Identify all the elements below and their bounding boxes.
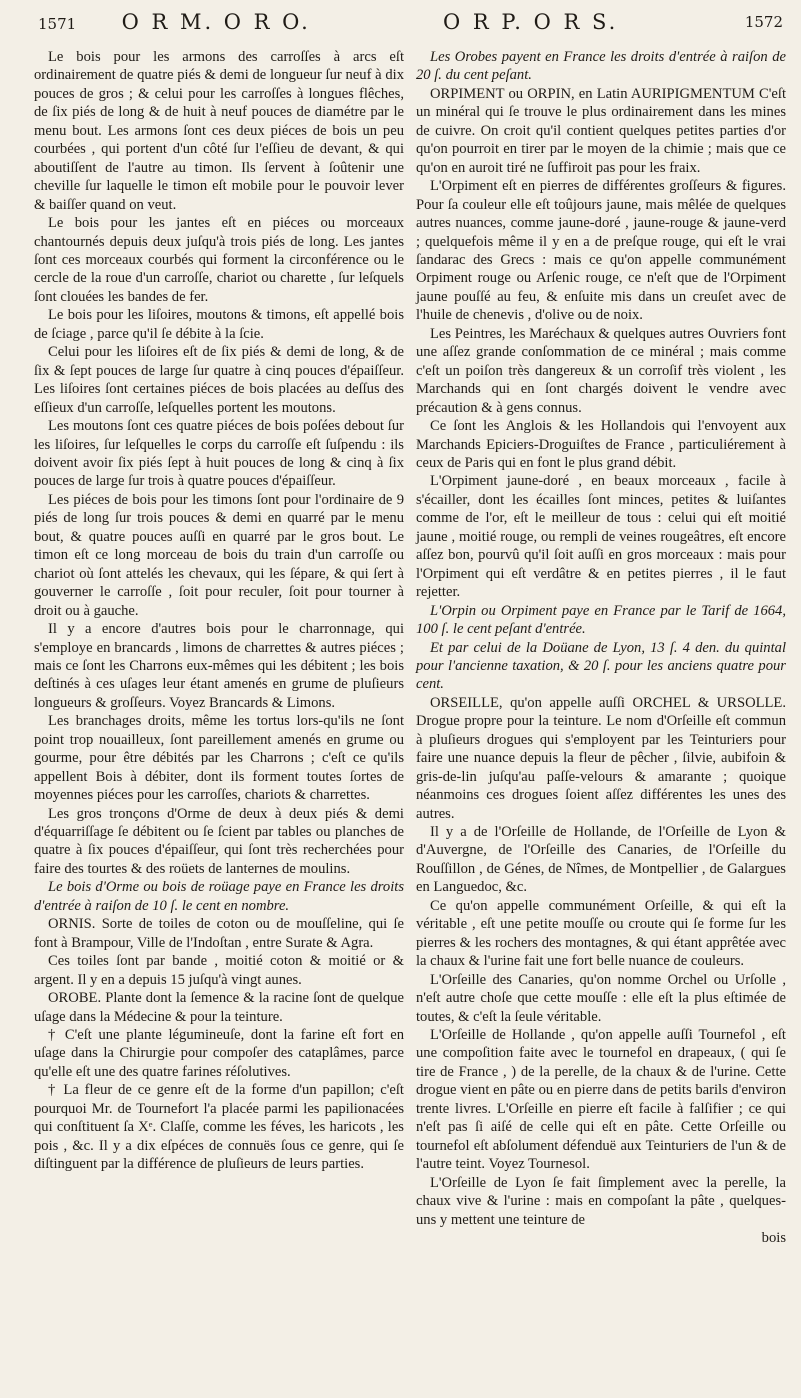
paragraph: L'Orſeille de Hollande , qu'on appelle auſſi Tournefol , eſt une compoſition faite avec le tournefol en drapeaux, ( qui ſe tire de France , ) de la perelle, de la chaux & de l'urine. Cette drogue vient en pâte ou en pierre dans de petits barils d'environ trente livres. L'Orſeille en pierre eſt facile à falſifier ; ce qui n'eſt pas ſi aiſé de celle qui eſt en pâte. Cette Orſeille ou tournefol eſt abſolument défenduë aux Teinturiers de l'un & de l'autre teint. Voyez Tournesol. [416, 1027, 786, 1173]
paragraph: bois [761, 1230, 786, 1246]
right-running-head: O R P. O R S. [443, 10, 619, 34]
paragraph: Les Orobes payent en France les droits d'entrée à raiſon de 20 ſ. du cent peſant. [416, 49, 786, 84]
paragraph: Et par celui de la Doüane de Lyon, 13 ſ. 4 den. du quintal pour l'ancienne taxation, & 20 ſ. pour les anciens quatre pour cent. [416, 639, 786, 693]
paragraph: Les Peintres, les Maréchaux & quelques autres Ouvriers font une aſſez grande conſommation de ce minéral ; mais comme c'eſt un poiſon très dangereux & un corroſif très violent , les Marchands qui en ſont chargés doivent le vendre avec précaution & à gens connus. [416, 325, 786, 416]
left-running-head: O R M. O R O. [121, 10, 311, 34]
paragraph: L'Orpiment jaune-doré , en beaux morceaux , facile à s'écailler, dont les écailles ſont minces, petites & luiſantes comme de l'or, eſt le meilleur de tous : celui qui eſt moitié jaune , moitié rouge, ou rempli de veines rougeâtres, eſt encore aſſez bon, pourvû qu'il ſoit auſſi en gros morceaux : mais pour l'Orpiment qui eſt verdâtre & en petites pierres , il le faut rejetter. [416, 473, 786, 601]
paragraph: Ce ſont les Anglois & les Hollandois qui l'envoyent aux Marchands Epiciers-Droguiſtes de France , particuliérement à ceux de Paris qui en font le plus grand débit. [416, 418, 786, 471]
left-column [34, 48, 404, 1174]
paragraph: ORSEILLE, qu'on appelle auſſi ORCHEL & URSOLLE. Drogue propre pour la teinture. Le nom d'Orſeille eſt commun à pluſieurs drogues qui s'employent par les Teinturiers pour faire une nuance depuis la fleur de pêcher , ſilvie, aubifoin & gris-de-lin juſqu'au paſſe-velours & amarante ; quoique néanmoins ces drogues ſoient aſſez différentes les unes des autres. [416, 694, 786, 822]
right-column [416, 48, 786, 1247]
paragraph: Les moutons ſont ces quatre piéces de bois poſées debout ſur les liſoires, ſur leſquelles le corps du carroſſe eſt ſuſpendu : ils doivent avoir ſix piés ſept à huit pouces de long & cinq à ſix pouces de large ſur trois à quatre pouces d'épaiſſeur. [34, 418, 404, 490]
paragraph: L'Orſeille de Lyon ſe fait ſimplement avec la perelle, la chaux vive & l'urine : mais en compoſant la pâte , quelques-uns y mettent une teinture de [416, 1174, 786, 1228]
right-header [443, 0, 783, 44]
right-page-number: 1572 [744, 13, 783, 31]
paragraph: † La fleur de ce genre eſt de la forme d'un papillon; c'eſt pourquoi Mr. de Tournefort l'a placée parmi les papilionacées qui conſtituent ſa Xᵉ. Claſſe, comme les féves, les haricots , les pois , &c. Il y a dix eſpéces de connuës ſous ce genre, qui ſe diſtinguent par la différence de pluſieurs de leurs parties. [34, 1082, 404, 1173]
paragraph: Le bois pour les jantes eſt en piéces ou morceaux chantournés depuis deux juſqu'à trois piés de long. Les jantes ſont ces morceaux courbés qui forment la circonférence ou le cercle de la roue d'un carroſſe, chariot ou charette , ſur leſquels ſont clouées les bandes de fer. [34, 215, 404, 305]
paragraph: Il y a de l'Orſeille de Hollande, de l'Orſeille de Lyon & d'Auvergne, de l'Orſeille des Canaries, de l'Orſeille du Rouſſillon , de Génes, de Nîmes, de Montpellier , de Galargues en Languedoc, &c. [416, 824, 786, 896]
paragraph: Le bois d'Orme ou bois de roüage paye en France les droits d'entrée à raiſon de 10 ſ. le cent en nombre. [34, 879, 404, 914]
paragraph: OROBE. Plante dont la ſemence & la racine ſont de quelque uſage dans la Médecine & pour la teinture. [34, 990, 404, 1025]
paragraph: Ces toiles ſont par bande , moitié coton & moitié or & argent. Il y en a depuis 15 juſqu'à vingt aunes. [34, 953, 404, 988]
paragraph: ORPIMENT ou ORPIN, en Latin AURIPIGMENTUM C'eſt un minéral qui ſe trouve le plus ordinairement dans les mines de cuivre. On croit qu'il contient quelques petites parties d'or qu'on pourroit en tirer par le moyen de la chimie ; mais que ce qu'on en auroit tiré ne ſuffiroit pas pour les fraix. [416, 85, 786, 176]
paragraph: Les gros tronçons d'Orme de deux à deux piés & demi d'équarriſſage ſe débitent ou ſe ſcient par tables ou planches de quatre à ſix pouces d'épaiſſeur, qui ſont très recherchées pour faire des tourtes & des roüets de lanternes de moulins. [34, 805, 404, 877]
paragraph: Le bois pour les armons des carroſſes à arcs eſt ordinairement de quatre piés & demi de longueur ſur neuf à dix pouces de gros ; & celui pour les carroſſes à longues flêches, de ſix piés de long & de huit à neuf pouces de diamétre par le menu bout. Les armons ſont ces deux piéces de bois un peu courbées , qui portent d'un côté ſur l'eſſieu de devant, & qui aboutiſſent de l'autre au timon. Ils ſervent à ſoûtenir une cheville ſur laquelle le timon eſt mobile pour le pouvoir lever & baiſſer quand on veut. [34, 49, 404, 213]
left-header [38, 0, 408, 44]
paragraph: † C'eſt une plante légumineuſe, dont la farine eſt fort en uſage dans la Chirurgie pour compoſer des cataplâmes, parce qu'elle eſt une des quatre farines réſolutives. [34, 1027, 404, 1080]
paragraph: L'Orpin ou Orpiment paye en France par le Tarif de 1664, 100 ſ. le cent peſant d'entrée. [416, 602, 786, 638]
paragraph: Ce qu'on appelle communément Orſeille, & qui eſt la véritable , eſt une petite mouſſe ou croute qui ſe forme ſur les pierres & les rochers des montagnes, & qui étant apprêtée avec la chaux & l'urine fait une fort belle nuance de couleurs. [416, 897, 786, 970]
paragraph: Les piéces de bois pour les timons ſont pour l'ordinaire de 9 piés de long ſur trois pouces & demi en quarré par le menu bout, & quatre pouces auſſi en quarré par le gros bout. Le timon eſt ce long morceau de bois du train d'un carroſſe ou chariot où ſont attelés les chevaux, qui les ſépare, & qui ſert à gouverner le carroſſe , ſoit pour reculer, ſoit pour tourner à droit ou à gauche. [34, 491, 404, 619]
paragraph: Celui pour les liſoires eſt de ſix piés & demi de long, & de ſix & ſept pouces de large ſur quatre à cinq pouces d'épaiſſeur. Les liſoires ſont certaines piéces de bois placées au deſſus des eſſieux d'un carroſſe, leſquelles portent les moutons. [34, 344, 404, 416]
paragraph: Il y a encore d'autres bois pour le charronnage, qui s'employe en brancards , limons de charrettes & autres piéces ; mais ce ſont les Charrons eux-mêmes qui les débitent ; les bois deſtinés à ces uſages leur étant amenés en grume de pluſieurs longueurs & groſſeurs. Voyez Brancards & Limons. [34, 621, 404, 711]
paragraph: ORNIS. Sorte de toiles de coton ou de mouſſeline, qui ſe font à Brampour, Ville de l'Indoſtan , entre Surate & Agra. [34, 916, 404, 951]
paragraph: Les branchages droits, même les tortus lors-qu'ils ne ſont point trop nouailleux, ſont pareillement amenés en grume ou gourme, pour être débités par les Charrons ; c'eſt ce qu'ils appellent Bois à débiter, dont ils forment toutes ſortes de moyennes piéces pour les carroſſes, chariots & charrettes. [34, 713, 404, 804]
paragraph: L'Orſeille des Canaries, qu'on nomme Orchel ou Urſolle , n'eſt autre choſe que cette mouſſe : elle eſt la plus eſtimée de toutes, & c'eſt la ſeule véritable. [416, 971, 786, 1025]
paragraph: L'Orpiment eſt en pierres de différentes groſſeurs & figures. Pour ſa couleur elle eſt toûjours jaune, mais mêlée de quelques autres nuances, comme jaune-doré , jaune-rouge & jaune-verd ; quelquefois même il y en a de preſque rouge, qui eſt le vrai ſandarac des Grecs : mais ce qu'on appelle communément Orpiment rouge ou Arſenic rouge, ce n'eſt que de l'Orpiment jaune pouſſé au feu, & enſuite mis dans un creuſet avec de l'huile de chenevis , d'olive ou de noix. [416, 178, 786, 324]
paragraph: Le bois pour les liſoires, moutons & timons, eſt appellé bois de ſciage , parce qu'il ſe débite à la ſcie. [34, 307, 404, 342]
left-page-number: 1571 [38, 15, 77, 33]
